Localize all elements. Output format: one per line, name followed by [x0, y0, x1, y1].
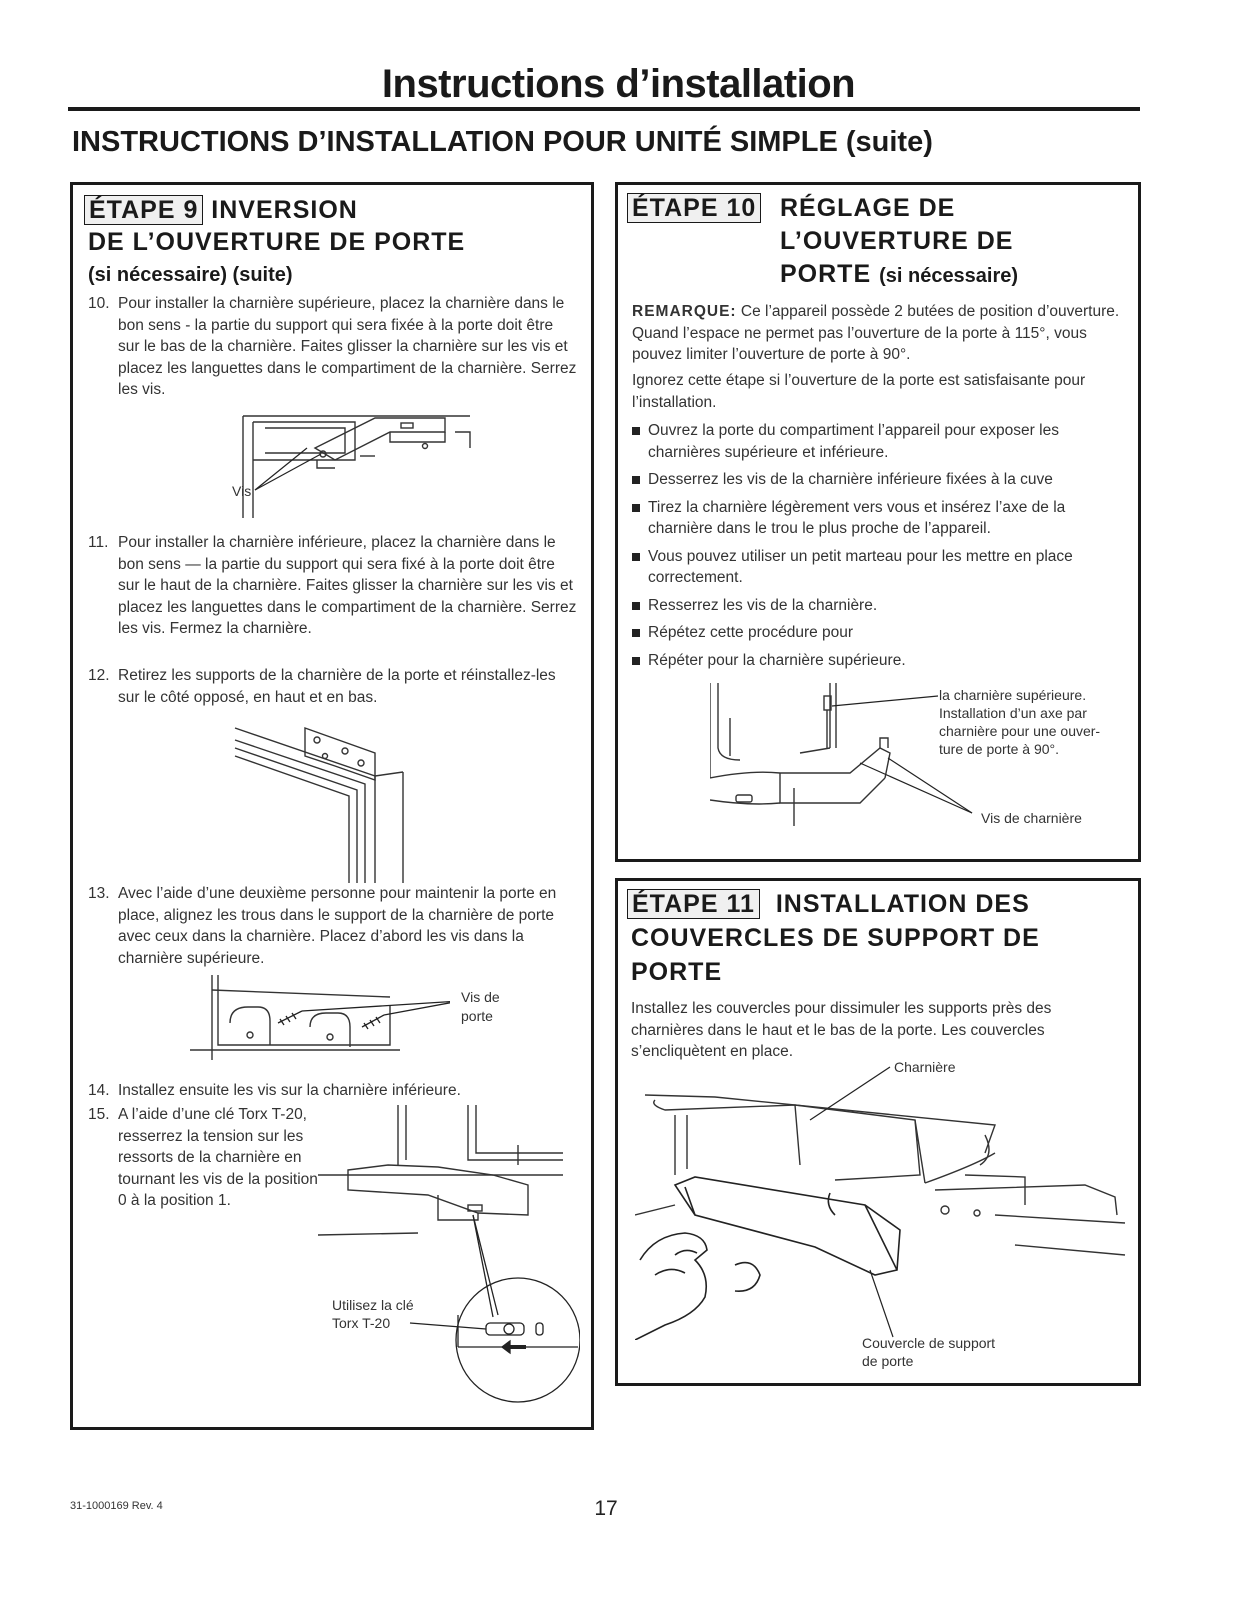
item-number: 11. — [88, 534, 109, 551]
item-text: Pour installer la charnière supérieure, placez la charnière dans le bon sens - la partie du support qui sera fixée à la porte doit être sur le bas de la charnière. Faites glisser la charnière sur les vis et placez les languettes dans le compartiment de la charnière. Serrez les vis. — [118, 295, 577, 398]
item-number: 14. — [88, 1082, 110, 1099]
label-axe-4: ture de porte à 90°. — [939, 741, 1060, 757]
title-rule — [68, 107, 1140, 111]
step10-heading-suffix: (si nécessaire) — [879, 265, 1019, 287]
step11-heading-line3: PORTE — [631, 958, 723, 986]
footer-doc-number: 31-1000169 Rev. 4 — [70, 1500, 163, 1512]
step10-note — [632, 301, 1127, 366]
label-couvercle-1: Couvercle de support — [862, 1335, 996, 1351]
bullet-item — [632, 650, 1132, 672]
item-number: 13. — [88, 885, 110, 902]
step11-heading — [627, 888, 1030, 921]
step9-item-11 — [88, 532, 578, 640]
page-number: 17 — [594, 1497, 618, 1520]
step10-heading-porte: PORTE — [780, 260, 872, 288]
item-text: Installez ensuite les vis sur la charnière inférieure. — [118, 1082, 461, 1099]
item-number: 12. — [88, 667, 110, 684]
label-axe-1: la charnière supérieure. — [939, 687, 1087, 703]
label-axe-2: Installation d’un axe par — [939, 705, 1087, 721]
note-text: Ce l’appareil possède 2 butées de position d’ouverture. Quand l’espace ne permet pas l’ouverture de la porte à 115°, vous pouvez limiter l’ouverture de porte à 90°. — [632, 303, 1120, 363]
bullet-item — [632, 497, 1132, 540]
step11-heading-line1: INSTALLATION DES — [775, 890, 1030, 918]
label-vis-de-charniere: Vis de charnière — [981, 810, 1082, 826]
door-bracket-illustration — [225, 718, 415, 883]
label-torx-1: Utilisez la clé — [332, 1297, 414, 1313]
section-heading: INSTRUCTIONS D’INSTALLATION POUR UNITÉ SIMPLE (suite) — [72, 126, 933, 158]
bullet-text: Vous pouvez utiliser un petit marteau pour les mettre en place correctement. — [648, 547, 1073, 586]
item-text: Avec l’aide d’une deuxième personne pour maintenir la porte en place, alignez les trous dans le support de la charnière de porte avec ceux dans la charnière. Placez d’abord les vis dans la charnière supérieure. — [118, 885, 557, 967]
item-number: 10. — [88, 295, 110, 312]
label-vis-de-porte-2: porte — [461, 1008, 493, 1024]
item-number: 15. — [88, 1106, 110, 1123]
step9-subheading: (si nécessaire) (suite) — [88, 264, 293, 286]
step9-item-12 — [88, 665, 578, 708]
item-text: Retirez les supports de la charnière de la porte et réinstallez-les sur le côté opposé, en haut et en bas. — [118, 667, 556, 706]
label-torx-2: Torx T-20 — [332, 1315, 391, 1331]
bullet-item — [632, 546, 1132, 589]
step10-heading — [627, 192, 761, 225]
label-vis-de-porte-1: Vis de — [461, 989, 500, 1005]
step9-item-14 — [88, 1080, 578, 1102]
bullet-text: Répéter pour la charnière supérieure. — [648, 651, 906, 669]
item-text: A l’aide d’une clé Torx T-20, resserrez la tension sur les ressorts de la charnière en tournant les vis de la position 0 à la position 1. — [118, 1106, 318, 1209]
step9-item-13 — [88, 883, 578, 969]
step10-bullets — [632, 420, 1132, 677]
step10-heading-line2: L’OUVERTURE DE — [780, 227, 1014, 255]
bullet-item — [632, 469, 1132, 491]
step10-heading-line1: RÉGLAGE DE — [780, 194, 956, 222]
step10-intro: Ignorez cette étape si l’ouverture de la porte est satisfaisante pour l’installation. — [632, 372, 1086, 411]
label-charniere: Charnière — [894, 1059, 956, 1075]
label-vis: Vis — [232, 483, 252, 499]
step11-heading-line2: COUVERCLES DE SUPPORT DE — [631, 924, 1040, 952]
step9-heading — [84, 194, 358, 227]
bullet-text: Tirez la charnière légèrement vers vous et insérez l’axe de la charnière dans le trou le plus proche de l’appareil. — [648, 498, 1066, 537]
step9-tag: ÉTAPE 9 — [84, 195, 203, 225]
bullet-item — [632, 622, 1132, 644]
door-screws-illustration — [190, 975, 450, 1060]
step11-text: Installez les couvercles pour dissimuler les supports près des charnières dans le haut et le bas de la porte. Les couvercles s’encliquètent en place. — [631, 1000, 1052, 1060]
step9-item-10 — [88, 293, 578, 401]
bullet-item — [632, 595, 1132, 617]
upper-hinge-illustration — [225, 408, 475, 523]
note-label: REMARQUE: — [632, 303, 737, 320]
step10-heading-line3 — [780, 258, 1018, 293]
lower-hinge-torx-illustration — [318, 1105, 580, 1420]
bullet-item — [632, 420, 1132, 463]
bullet-text: Ouvrez la porte du compartiment l’appareil pour exposer les charnières supérieure et inférieure. — [648, 422, 1059, 461]
page-title: Instructions d’installation — [381, 62, 856, 106]
label-axe-3: charnière pour une ouver- — [939, 723, 1101, 739]
step10-tag: ÉTAPE 10 — [627, 193, 761, 223]
bullet-text: Desserrez les vis de la charnière inférieure fixées à la cuve — [648, 471, 1053, 488]
bullet-text: Répétez cette procédure pour — [648, 624, 854, 641]
step9-item-15 — [88, 1104, 323, 1212]
bullet-text: Resserrez les vis de la charnière. — [648, 596, 878, 614]
door-cover-illustration — [635, 1065, 1130, 1340]
step11-tag: ÉTAPE 11 — [627, 889, 760, 919]
step9-heading-line2: DE L’OUVERTURE DE PORTE — [88, 228, 466, 256]
label-couvercle-2: de porte — [862, 1353, 914, 1369]
item-text: Pour installer la charnière inférieure, placez la charnière dans le bon sens — la partie du support qui sera fixé à la porte doit être sur le haut de la charnière. Faites glisser la charnière sur les vis et placez les languettes dans le compartiment de la charnière. Serrez les vis. Fermez la charnière. — [118, 534, 577, 637]
step9-heading-line1: INVERSION — [211, 196, 358, 224]
